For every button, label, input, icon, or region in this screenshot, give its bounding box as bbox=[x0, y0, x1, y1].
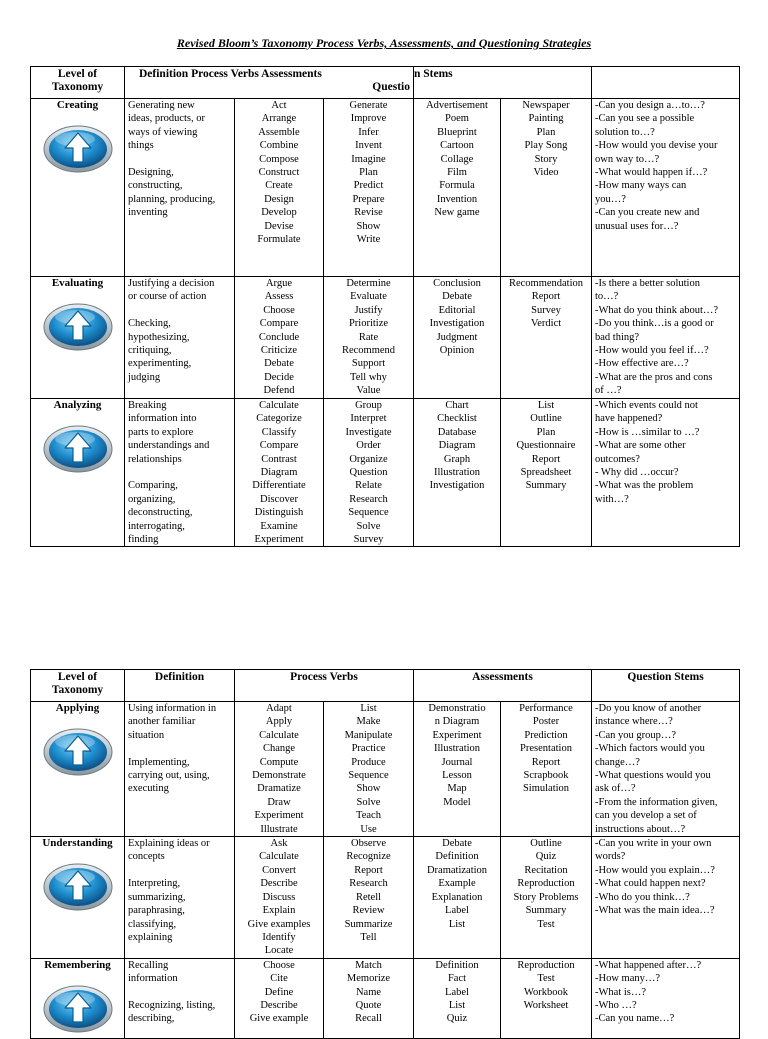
table-row bbox=[31, 702, 740, 837]
process-verbs-cell: List Make Manipulate Practice Produce Sequence Show Solve Teach Use bbox=[324, 702, 414, 837]
header-level: Level of Taxonomy bbox=[31, 67, 125, 99]
process-verbs-cell: Choose Cite Define Describe Give example bbox=[235, 958, 324, 1038]
header-process-verbs: Process Verbs bbox=[235, 670, 414, 702]
taxonomy-table-upper bbox=[30, 66, 740, 547]
level-name: Remembering bbox=[44, 958, 111, 971]
level-cell bbox=[31, 99, 125, 277]
process-verbs-cell: Observe Recognize Report Research Retell Review Summarize Tell bbox=[324, 837, 414, 959]
definition-cell: Breaking information into parts to explore understandings and relationships Comparing, organizing, deconstructing, interrogating, finding bbox=[125, 399, 235, 547]
level-cell bbox=[31, 837, 125, 959]
assessments-cell: Chart Checklist Database Diagram Graph Illustration Investigation bbox=[414, 399, 501, 547]
level-name: Understanding bbox=[42, 837, 113, 850]
header-merged-text-2: Questio bbox=[372, 81, 410, 94]
assessments-cell: Reproduction Test Workbook Worksheet bbox=[501, 958, 592, 1038]
header-definition: Definition bbox=[125, 670, 235, 702]
assessments-cell: Newspaper Painting Plan Play Song Story Video bbox=[501, 99, 592, 277]
table-row bbox=[31, 99, 740, 277]
header-stems-partial: n Stems bbox=[414, 67, 592, 99]
definition-cell: Recalling information Recognizing, listing, describing, bbox=[125, 958, 235, 1038]
up-arrow-icon bbox=[42, 302, 114, 352]
up-arrow-icon bbox=[42, 424, 114, 474]
assessments-cell: Outline Quiz Recitation Reproduction Story Problems Summary Test bbox=[501, 837, 592, 959]
level-cell bbox=[31, 958, 125, 1038]
process-verbs-cell: Determine Evaluate Justify Prioritize Rate Recommend Support Tell why Value bbox=[324, 277, 414, 399]
process-verbs-cell: Act Arrange Assemble Combine Compose Construct Create Design Develop Devise Formulate bbox=[235, 99, 324, 277]
assessments-cell: Recommendation Report Survey Verdict bbox=[501, 277, 592, 399]
process-verbs-cell: Ask Calculate Convert Describe Discuss Explain Give examples Identify Locate bbox=[235, 837, 324, 959]
level-name: Creating bbox=[56, 99, 99, 111]
header-merged bbox=[125, 67, 414, 99]
up-arrow-icon bbox=[42, 124, 114, 174]
level-cell bbox=[31, 399, 125, 547]
process-verbs-cell: Adapt Apply Calculate Change Compute Demonstrate Dramatize Draw Experiment Illustrate bbox=[235, 702, 324, 837]
up-arrow-icon bbox=[42, 727, 114, 777]
definition-cell: Using information in another familiar situation Implementing, carrying out, using, executing bbox=[125, 702, 235, 837]
table-row bbox=[31, 958, 740, 1038]
assessments-cell: Demonstratio n Diagram Experiment Illustration Journal Lesson Map Model bbox=[414, 702, 501, 837]
assessments-cell: Advertisement Poem Blueprint Cartoon Collage Film Formula Invention New game bbox=[414, 99, 501, 277]
level-name: Analyzing bbox=[53, 399, 102, 411]
table-row bbox=[31, 399, 740, 547]
level-cell bbox=[31, 277, 125, 399]
assessments-cell: Conclusion Debate Editorial Investigation Judgment Opinion bbox=[414, 277, 501, 399]
header-level: Level of Taxonomy bbox=[31, 670, 125, 702]
level-name: Applying bbox=[55, 702, 100, 714]
level-name: Evaluating bbox=[51, 277, 104, 289]
question-stems-cell: -What happened after…? -How many…? -What is…? -Who …? -Can you name…? bbox=[592, 958, 740, 1038]
question-stems-cell: -Can you write in your own words? -How would you explain…? -What could happen next? -Who do you think…? -What was the main idea…? bbox=[592, 837, 740, 959]
assessments-cell: Definition Fact Label List Quiz bbox=[414, 958, 501, 1038]
table-row bbox=[31, 837, 740, 959]
taxonomy-table-lower bbox=[30, 669, 740, 1039]
header-empty bbox=[592, 67, 740, 99]
level-cell bbox=[31, 702, 125, 837]
process-verbs-cell: Generate Improve Infer Invent Imagine Plan Predict Prepare Revise Show Write bbox=[324, 99, 414, 277]
process-verbs-cell: Match Memorize Name Quote Recall bbox=[324, 958, 414, 1038]
process-verbs-cell: Calculate Categorize Classify Compare Contrast Diagram Differentiate Discover Distinguish Examine Experiment bbox=[235, 399, 324, 547]
header-assessments: Assessments bbox=[414, 670, 592, 702]
header-merged-text: Definition Process Verbs Assessments bbox=[139, 68, 322, 80]
definition-cell: Justifying a decision or course of action Checking, hypothesizing, critiquing, experimenting, judging bbox=[125, 277, 235, 399]
assessments-cell: List Outline Plan Questionnaire Report Spreadsheet Summary bbox=[501, 399, 592, 547]
question-stems-cell: -Do you know of another instance where…? -Can you group…? -Which factors would you change…? -What questions would you ask of…? -From the information given, can you develop a set of instructions about…? bbox=[592, 702, 740, 837]
header-question-stems: Question Stems bbox=[592, 670, 740, 702]
up-arrow-icon bbox=[42, 984, 114, 1034]
process-verbs-cell: Argue Assess Choose Compare Conclude Criticize Debate Decide Defend bbox=[235, 277, 324, 399]
process-verbs-cell: Group Interpret Investigate Order Organize Question Relate Research Sequence Solve Survey bbox=[324, 399, 414, 547]
assessments-cell: Debate Definition Dramatization Example Explanation Label List bbox=[414, 837, 501, 959]
question-stems-cell: -Can you design a…to…? -Can you see a possible solution to…? -How would you devise your own way to…? -What would happen if…? -How many ways can you…? -Can you create new and unusual uses for…? bbox=[592, 99, 740, 277]
document-title: Revised Bloom’s Taxonomy Process Verbs, Assessments, and Questioning Strategies bbox=[176, 36, 592, 50]
question-stems-cell: -Which events could not have happened? -How is …similar to …? -What are some other outcomes? - Why did …occur? -What was the problem with…? bbox=[592, 399, 740, 547]
definition-cell: Explaining ideas or concepts Interpreting, summarizing, paraphrasing, classifying, explaining bbox=[125, 837, 235, 959]
question-stems-cell: -Is there a better solution to…? -What do you think about…? -Do you think…is a good or bad thing? -How would you feel if…? -How effective are…? -What are the pros and cons of …? bbox=[592, 277, 740, 399]
assessments-cell: Performance Poster Prediction Presentation Report Scrapbook Simulation bbox=[501, 702, 592, 837]
table-row bbox=[31, 277, 740, 399]
definition-cell: Generating new ideas, products, or ways of viewing things Designing, constructing, planning, producing, inventing bbox=[125, 99, 235, 277]
up-arrow-icon bbox=[42, 862, 114, 912]
